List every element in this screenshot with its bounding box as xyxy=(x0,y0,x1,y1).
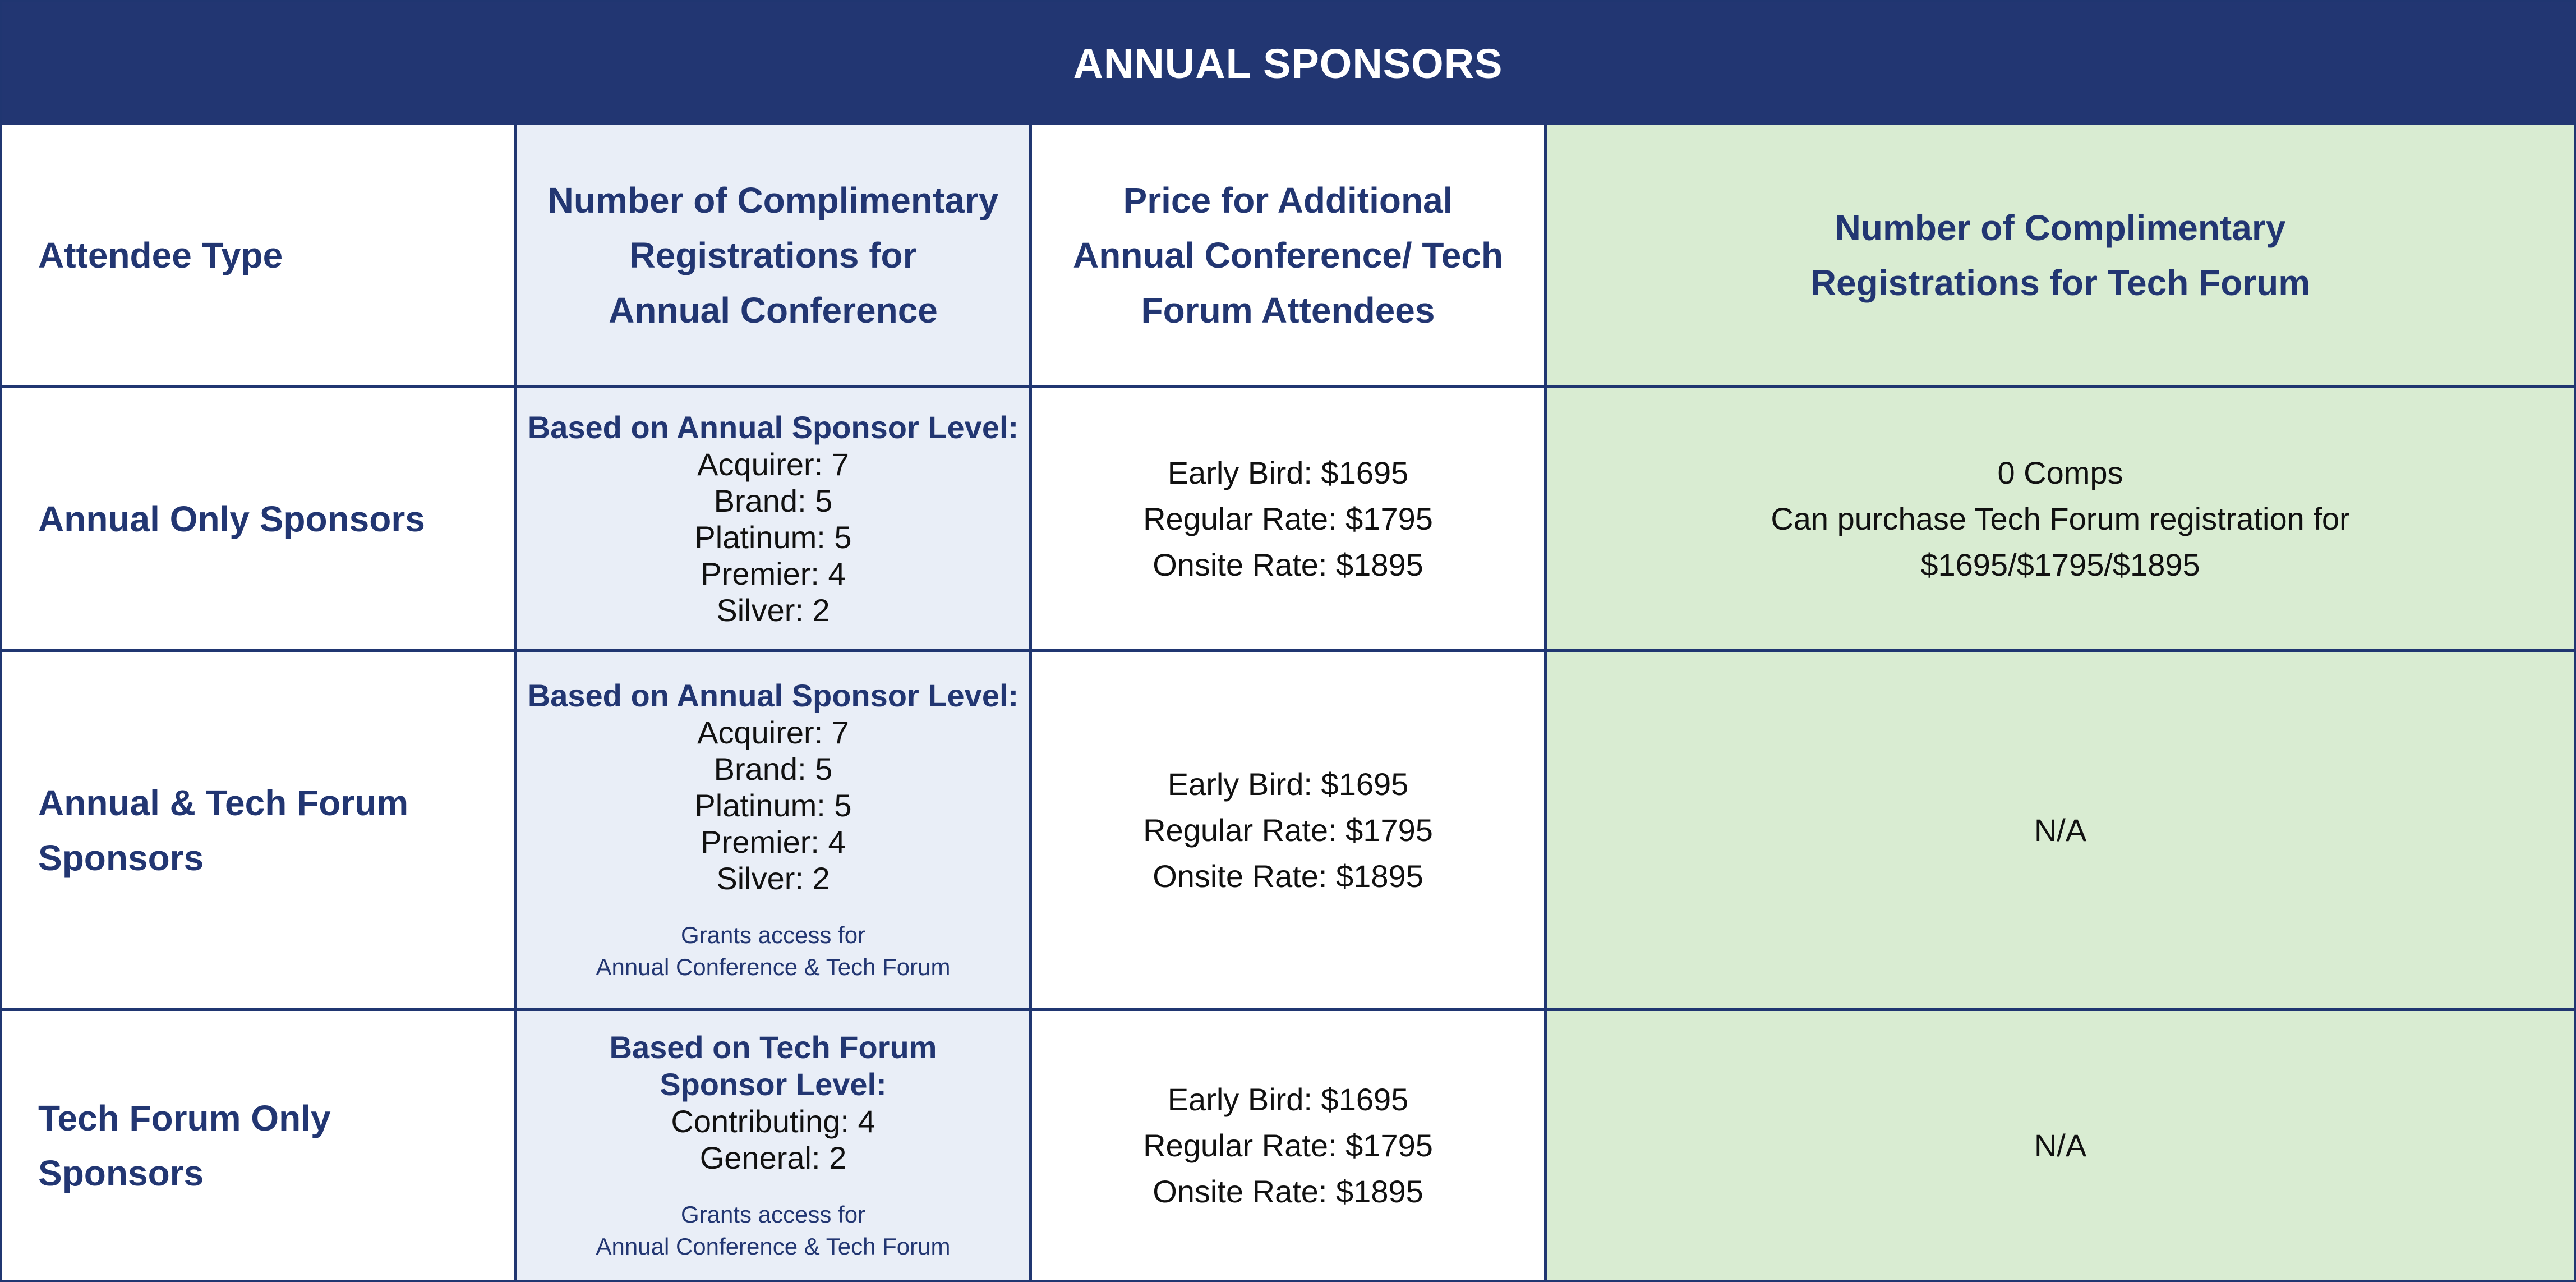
price-line: Early Bird: $1695 xyxy=(1167,454,1409,490)
sponsor-level-item: Silver: 2 xyxy=(716,861,830,896)
sponsor-level-item: Premier: 4 xyxy=(701,824,846,860)
access-note xyxy=(596,919,951,983)
row-label-cell xyxy=(2,1011,517,1280)
comp-tech-cell xyxy=(1547,1011,2574,1280)
table-grid xyxy=(2,125,2574,1280)
comp-annual-cell xyxy=(517,652,1032,1011)
price-line: Early Bird: $1695 xyxy=(1167,766,1409,802)
comp-tech-cell xyxy=(1547,652,2574,1011)
header-comp-annual xyxy=(517,125,1032,388)
access-note xyxy=(596,1198,951,1262)
header-line: Annual Conference/ Tech xyxy=(1073,235,1503,275)
row-label-cell xyxy=(2,388,517,652)
access-note-line: Annual Conference & Tech Forum xyxy=(596,954,951,980)
header-line: Forum Attendees xyxy=(1141,290,1435,330)
access-note-line: Grants access for xyxy=(680,1201,866,1228)
sponsor-level-item: Brand: 5 xyxy=(713,751,833,787)
header-line: Number of Complimentary xyxy=(1835,207,2286,248)
price-cell xyxy=(1032,388,1547,652)
row-label: Annual & Tech Forum xyxy=(38,782,409,823)
sponsor-level-heading: Based on Annual Sponsor Level: xyxy=(527,678,1019,713)
tech-comp-line: $1695/$1795/$1895 xyxy=(1920,546,2200,582)
sponsor-level-heading: Sponsor Level: xyxy=(660,1066,887,1102)
sponsor-level-item: Contributing: 4 xyxy=(671,1103,875,1139)
header-attendee-type xyxy=(2,125,517,388)
header-line: Registrations for Tech Forum xyxy=(1810,262,2311,303)
access-note-line: Annual Conference & Tech Forum xyxy=(596,1233,951,1260)
header-line: Number of Complimentary xyxy=(547,180,999,220)
row-label: Tech Forum Only xyxy=(38,1097,331,1138)
sponsor-level-item: Premier: 4 xyxy=(701,556,846,591)
price-line: Regular Rate: $1795 xyxy=(1143,1127,1433,1163)
price-cell xyxy=(1032,652,1547,1011)
header-line: Registrations for xyxy=(629,235,917,275)
header-comp-tech xyxy=(1547,125,2574,388)
tech-comp-line: N/A xyxy=(2034,812,2087,848)
tech-comp-line: N/A xyxy=(2034,1127,2087,1163)
access-note-line: Grants access for xyxy=(680,922,866,948)
header-line: Price for Additional xyxy=(1123,180,1453,220)
price-line: Onsite Rate: $1895 xyxy=(1153,546,1423,582)
tech-comp-line: 0 Comps xyxy=(1997,454,2123,490)
comp-tech-cell xyxy=(1547,388,2574,652)
header-attendee-type-label: Attendee Type xyxy=(38,235,283,275)
comp-annual-cell xyxy=(517,388,1032,652)
row-label: Sponsors xyxy=(38,1152,204,1193)
row-label: Annual Only Sponsors xyxy=(38,498,425,539)
comp-annual-cell xyxy=(517,1011,1032,1280)
price-cell xyxy=(1032,1011,1547,1280)
price-line: Onsite Rate: $1895 xyxy=(1153,858,1423,894)
price-line: Early Bird: $1695 xyxy=(1167,1081,1409,1117)
sponsor-level-item: Acquirer: 7 xyxy=(697,447,849,482)
table-title: ANNUAL SPONSORS xyxy=(2,2,2574,125)
header-price-additional xyxy=(1032,125,1547,388)
sponsor-level-heading: Based on Annual Sponsor Level: xyxy=(527,410,1019,445)
sponsor-level-item: General: 2 xyxy=(699,1139,847,1175)
row-label: Sponsors xyxy=(38,837,204,878)
header-line: Annual Conference xyxy=(609,290,938,330)
tech-comp-line: Can purchase Tech Forum registration for xyxy=(1771,500,2350,536)
sponsor-level-heading: Based on Tech Forum xyxy=(609,1029,937,1065)
price-line: Regular Rate: $1795 xyxy=(1143,500,1433,536)
price-line: Onsite Rate: $1895 xyxy=(1153,1173,1423,1209)
sponsor-level-item: Platinum: 5 xyxy=(694,788,852,823)
sponsor-level-item: Silver: 2 xyxy=(716,592,830,628)
sponsor-level-item: Platinum: 5 xyxy=(694,520,852,555)
price-line: Regular Rate: $1795 xyxy=(1143,812,1433,848)
row-label-cell xyxy=(2,652,517,1011)
sponsor-level-item: Acquirer: 7 xyxy=(697,715,849,750)
sponsor-level-item: Brand: 5 xyxy=(713,483,833,518)
